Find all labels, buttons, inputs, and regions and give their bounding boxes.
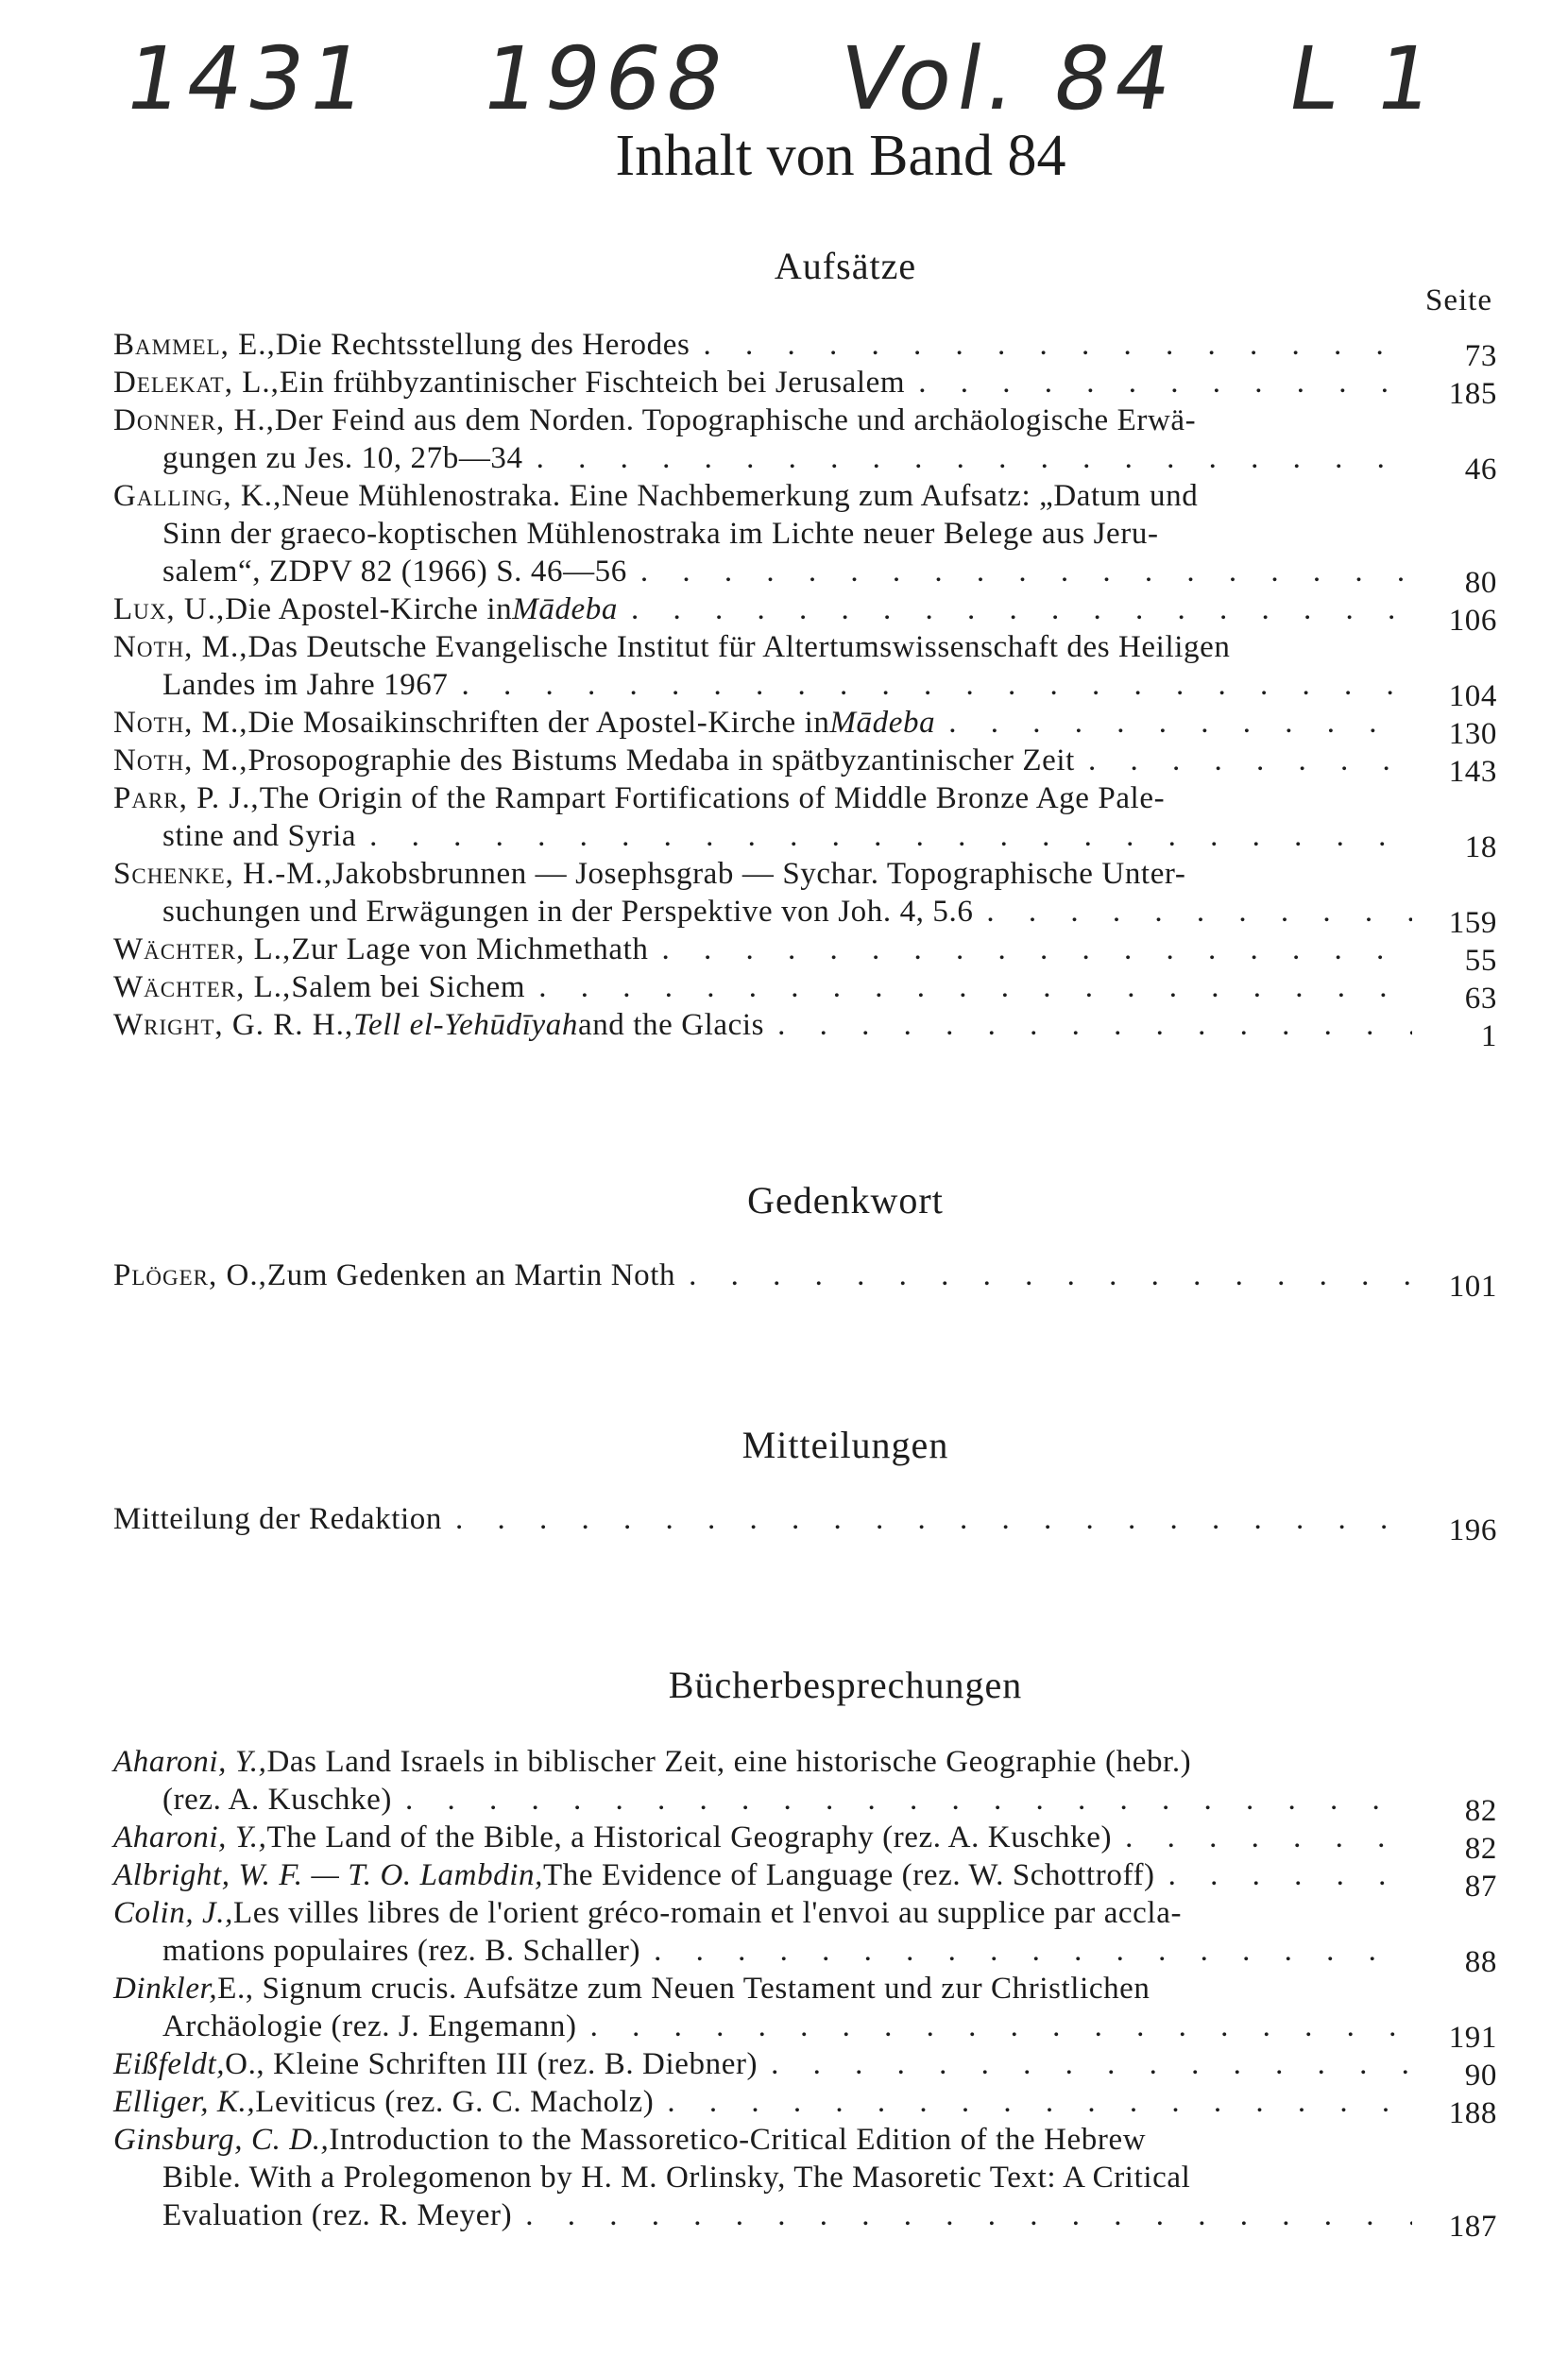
entry-title: Mitteilung der Redaktion (113, 1502, 443, 1536)
entry-page: 187 (1448, 2210, 1497, 2244)
entry-page: 188 (1448, 2096, 1497, 2130)
toc-entry-line (113, 1856, 1497, 1904)
entry-author: Albright, W. F. — T. O. Lambdin, (113, 1858, 543, 1892)
entry-author: Eißfeldt, (113, 2047, 226, 2081)
section-heading-buecher: Bücherbesprechungen (668, 1664, 1023, 1706)
handwritten-number: 1431 (117, 28, 380, 129)
entry-title: stine and Syria (162, 819, 357, 853)
entry-page: 63 (1464, 982, 1497, 1016)
dot-leader (1125, 1819, 1412, 1856)
toc-entry-line (113, 666, 1497, 713)
dot-leader (590, 2008, 1412, 2045)
entry-title: gungen zu Jes. 10, 27b—34 (162, 441, 523, 475)
toc-entry-line (113, 553, 1497, 600)
dot-leader (525, 2196, 1412, 2234)
dot-leader (771, 2045, 1412, 2083)
entry-title: Die Mosaikinschriften der Apostel-Kirche in (247, 706, 830, 740)
toc-entry (113, 2083, 1497, 2130)
entry-title: Das Land Israels in biblischer Zeit, eine historische Geographie (hebr.) (266, 1745, 1192, 1779)
toc-entry (113, 2045, 1497, 2093)
toc-entry (113, 779, 1497, 864)
entry-page: 46 (1464, 453, 1497, 487)
toc-entry (113, 742, 1497, 789)
entry-author: Schenke, H.-M., (113, 857, 333, 891)
toc-entry-line (113, 2008, 1497, 2055)
entry-author: Ginsburg, C. D., (113, 2123, 330, 2157)
dot-leader (689, 1256, 1412, 1294)
dot-leader (654, 1932, 1412, 1970)
handwritten-mark: L 1 (1280, 28, 1447, 129)
entry-author: Noth, M., (113, 743, 248, 777)
toc-mitteilungen (113, 1500, 1497, 1547)
dot-leader (631, 590, 1412, 628)
entry-title: salem“, ZDPV 82 (1966) S. 46—56 (162, 555, 627, 589)
toc-entry-line (113, 1500, 1497, 1547)
toc-entry-line (113, 893, 1497, 940)
entry-title: Das Deutsche Evangelische Institut für Altertumswissenschaft des Heiligen (247, 630, 1231, 664)
entry-page: 88 (1464, 1945, 1497, 1979)
entry-title: Neue Mühlenostraka. Eine Nachbemerkung zum Aufsatz: „Datum und (281, 479, 1199, 513)
entry-title: (rez. A. Kuschke) (162, 1783, 392, 1817)
entry-author: Noth, M., (113, 706, 248, 740)
toc-aufsaetze (113, 326, 1497, 1053)
entry-page: 90 (1464, 2059, 1497, 2093)
entry-author: Galling, K., (113, 479, 282, 513)
entry-author: Delekat, L., (113, 366, 280, 400)
entry-page: 82 (1464, 1832, 1497, 1866)
dot-leader (703, 326, 1412, 364)
toc-entry-line (113, 402, 1497, 439)
toc-entry-line (113, 931, 1497, 978)
toc-entry-line (113, 2045, 1497, 2093)
entry-page: 143 (1448, 755, 1497, 789)
toc-entry-line (113, 477, 1497, 515)
toc-entry-line (113, 326, 1497, 373)
toc-entry-line (113, 2083, 1497, 2130)
entry-title: The Evidence of Language (rez. W. Schottroff) (543, 1858, 1155, 1892)
section-heading-mitteilungen: Mitteilungen (741, 1424, 949, 1466)
entry-page: 191 (1448, 2021, 1497, 2055)
section-heading-gedenkwort: Gedenkwort (747, 1179, 944, 1222)
toc-entry (113, 590, 1497, 638)
entry-page: 18 (1464, 830, 1497, 864)
toc-entry-line (113, 1256, 1497, 1304)
toc-entry (113, 1256, 1497, 1304)
toc-entry (113, 968, 1497, 1016)
dot-leader (918, 364, 1412, 402)
dot-leader (948, 704, 1412, 742)
toc-entry (113, 326, 1497, 373)
toc-entry-line (113, 2121, 1497, 2159)
entry-author: Donner, H., (113, 403, 275, 437)
toc-entry (113, 1856, 1497, 1904)
toc-entry-line (113, 364, 1497, 411)
page-title: Inhalt von Band 84 (615, 124, 1066, 188)
dot-leader (455, 1500, 1412, 1538)
dot-leader (777, 1006, 1412, 1044)
entry-title: mations populaires (rez. B. Schaller) (162, 1934, 641, 1968)
entry-author: Elliger, K., (113, 2085, 256, 2119)
dot-leader (662, 931, 1412, 968)
entry-author: Dinkler, (113, 1972, 218, 2006)
handwritten-volume: Vol. 84 (831, 28, 1185, 129)
dot-leader (405, 1781, 1412, 1819)
entry-title: E., Signum crucis. Aufsätze zum Neuen Testament und zur Christlichen (217, 1972, 1150, 2006)
toc-entry (113, 1894, 1497, 1979)
entry-page: 73 (1464, 339, 1497, 373)
dot-leader (369, 817, 1412, 855)
entry-title: Evaluation (rez. R. Meyer) (162, 2198, 513, 2232)
toc-entry (113, 402, 1497, 487)
entry-page: 80 (1464, 566, 1497, 600)
dot-leader (640, 553, 1412, 590)
toc-gedenkwort (113, 1256, 1497, 1304)
entry-title: Les villes libres de l'orient gréco-romain et l'envoi au supplice par accla- (233, 1896, 1183, 1930)
entry-title: Prosopographie des Bistums Medaba in spätbyzantinischer Zeit (247, 743, 1075, 777)
entry-author: Colin, J., (113, 1896, 233, 1930)
dot-leader (1088, 742, 1412, 779)
toc-buecher (113, 1743, 1497, 2244)
entry-page: 159 (1448, 906, 1497, 940)
entry-title: O., Kleine Schriften III (rez. B. Diebner) (225, 2047, 758, 2081)
toc-entry-line (113, 704, 1497, 751)
toc-entry (113, 1819, 1497, 1866)
toc-entry (113, 1743, 1497, 1828)
entry-page: 104 (1448, 679, 1497, 713)
entry-title: The Origin of the Rampart Fortifications of Middle Bronze Age Pale- (259, 781, 1166, 815)
entry-page: 130 (1448, 717, 1497, 751)
entry-title: The Land of the Bible, a Historical Geography (rez. A. Kuschke) (266, 1820, 1113, 1854)
toc-entry-line (113, 1006, 1497, 1053)
entry-page: 196 (1448, 1513, 1497, 1547)
entry-title: Leviticus (rez. G. C. Macholz) (255, 2085, 655, 2119)
toc-entry (113, 1006, 1497, 1053)
entry-title: Die Apostel-Kirche in (225, 592, 513, 626)
entry-title-italic: Mādeba (512, 592, 618, 626)
entry-author: Parr, P. J., (113, 781, 260, 815)
entry-page: 106 (1448, 604, 1497, 638)
entry-title-italic: Mādeba (829, 706, 936, 740)
dot-leader (537, 439, 1412, 477)
entry-page: 185 (1448, 377, 1497, 411)
entry-title: Zum Gedenken an Martin Noth (266, 1258, 676, 1292)
toc-entry-line (113, 1894, 1497, 1932)
dot-leader (667, 2083, 1412, 2121)
entry-page: 82 (1464, 1794, 1497, 1828)
toc-entry (113, 855, 1497, 940)
toc-entry (113, 2121, 1497, 2244)
toc-entry (113, 1500, 1497, 1547)
entry-title: Sinn der graeco-koptischen Mühlenostraka im Lichte neuer Belege aus Jeru- (162, 517, 1159, 551)
entry-author: Bammel, E., (113, 328, 276, 362)
entry-title: Die Rechtsstellung des Herodes (275, 328, 690, 362)
entry-author: Wächter, L., (113, 932, 292, 966)
entry-page: 101 (1448, 1270, 1497, 1304)
toc-entry-line (113, 855, 1497, 893)
dot-leader (1168, 1856, 1412, 1894)
section-heading-aufsaetze: Aufsätze (774, 245, 917, 287)
entry-page: 55 (1464, 944, 1497, 978)
entry-title: Salem bei Sichem (291, 970, 526, 1004)
entry-author: Noth, M., (113, 630, 248, 664)
toc-entry-line (113, 817, 1497, 864)
dot-leader (538, 968, 1412, 1006)
entry-title: Introduction to the Massoretico-Critical Edition of the Hebrew (329, 2123, 1147, 2157)
toc-entry-line (113, 1743, 1497, 1781)
toc-entry-line (113, 439, 1497, 487)
handwritten-year: 1968 (474, 28, 737, 129)
entry-title: Landes im Jahre 1967 (162, 668, 449, 702)
toc-entry-line (113, 515, 1497, 553)
entry-title: Der Feind aus dem Norden. Topographische und archäologische Erwä- (274, 403, 1197, 437)
toc-entry-line (113, 1970, 1497, 2008)
toc-entry-line (113, 968, 1497, 1016)
entry-title: Zur Lage von Michmethath (291, 932, 649, 966)
seite-label: Seite (1425, 283, 1492, 317)
toc-entry (113, 364, 1497, 411)
entry-title: and the Glacis (577, 1008, 765, 1042)
entry-title-italic: Tell el-Yehūdīyah (353, 1008, 578, 1042)
entry-author: Lux, U., (113, 592, 226, 626)
toc-entry-line (113, 2196, 1497, 2244)
toc-entry-line (113, 1819, 1497, 1866)
toc-entry (113, 477, 1497, 600)
entry-author: Plöger, O., (113, 1258, 267, 1292)
toc-entry-line (113, 742, 1497, 789)
entry-author: Aharoni, Y., (113, 1745, 267, 1779)
dot-leader (462, 666, 1412, 704)
toc-entry-line (113, 628, 1497, 666)
entry-title: suchungen und Erwägungen in der Perspektive von Joh. 4, 5.6 (162, 895, 974, 929)
entry-author: Wright, G. R. H., (113, 1008, 354, 1042)
toc-entry (113, 628, 1497, 713)
toc-entry (113, 931, 1497, 978)
toc-entry-line (113, 1932, 1497, 1979)
toc-entry-line (113, 2159, 1497, 2196)
entry-title: Jakobsbrunnen — Josephsgrab — Sychar. Topographische Unter- (332, 857, 1186, 891)
entry-title: Bible. With a Prolegomenon by H. M. Orlinsky, The Masoretic Text: A Critical (162, 2161, 1191, 2195)
entry-page: 87 (1464, 1870, 1497, 1904)
entry-title: Ein frühbyzantinischer Fischteich bei Jerusalem (279, 366, 906, 400)
entry-author: Wächter, L., (113, 970, 292, 1004)
entry-title: Archäologie (rez. J. Engemann) (162, 2009, 577, 2043)
toc-entry-line (113, 1781, 1497, 1828)
toc-entry (113, 1970, 1497, 2055)
toc-entry-line (113, 590, 1497, 638)
toc-entry-line (113, 779, 1497, 817)
entry-page: 1 (1480, 1019, 1497, 1053)
dot-leader (986, 893, 1412, 931)
toc-entry (113, 704, 1497, 751)
entry-author: Aharoni, Y., (113, 1820, 267, 1854)
